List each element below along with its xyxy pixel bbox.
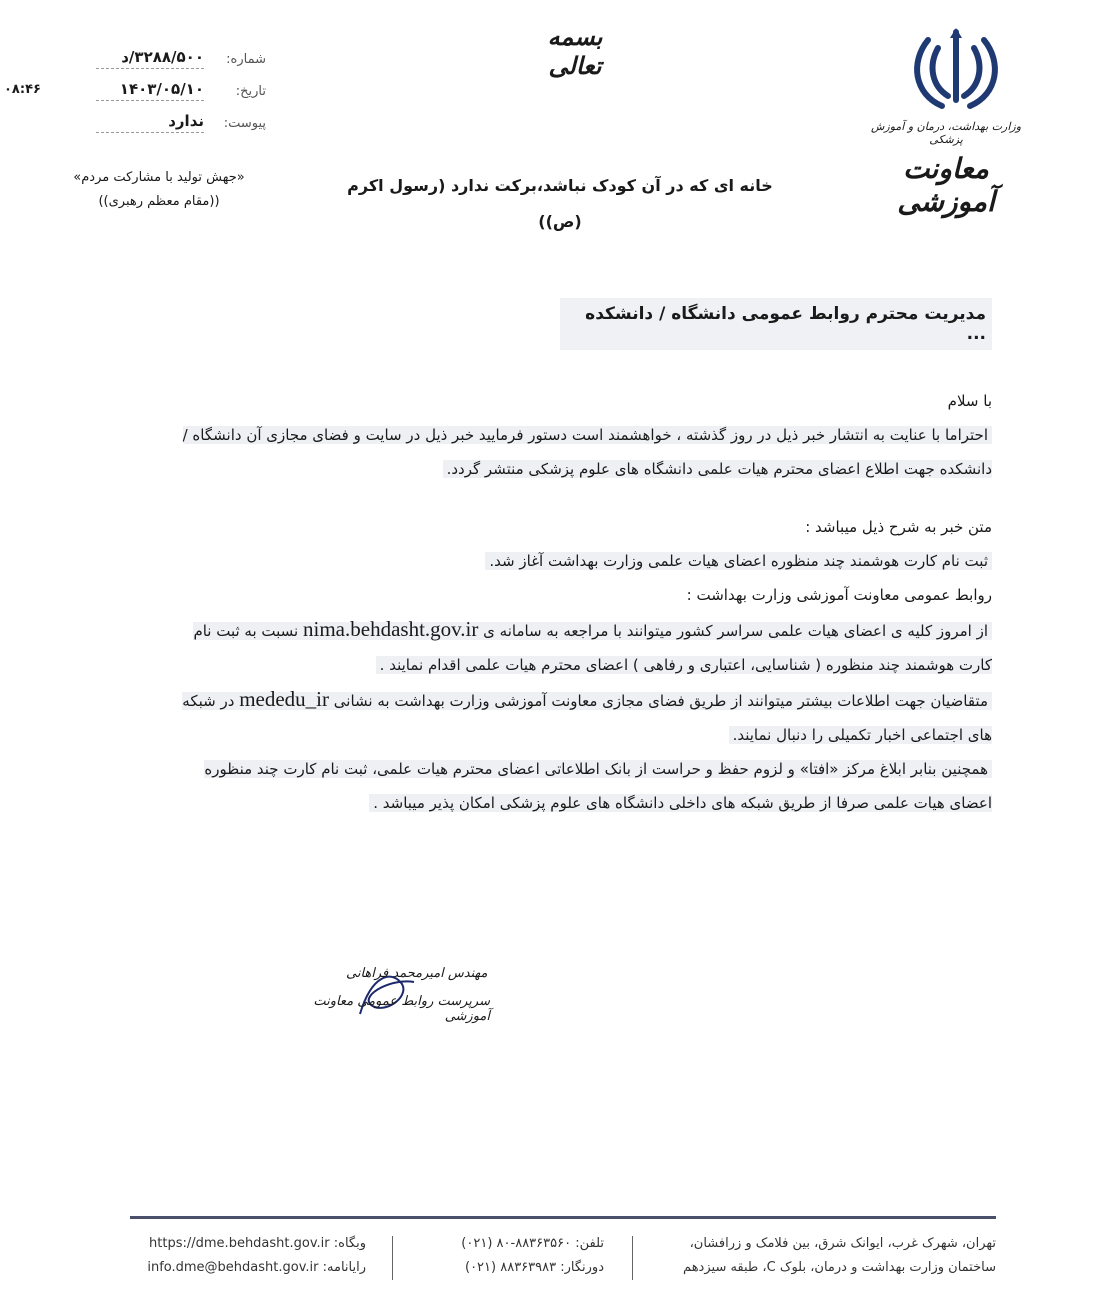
- phone-row: [408, 1232, 604, 1256]
- news-source: روابط عمومی معاونت آموزشی وزارت بهداشت :: [686, 586, 992, 604]
- hadith: خانه ای که در آن کودک نباشد،برکت ندارد (رسول اکرم (ص)): [347, 176, 773, 231]
- slogan-line2: ((مقام معظم رهبری)): [98, 194, 220, 209]
- signature: [300, 964, 490, 1026]
- greeting: با سلام: [947, 392, 992, 410]
- news-intro: متن خبر به شرح ذیل میباشد :: [805, 518, 992, 536]
- signer-role: سرپرست روابط عمومی معاونت آموزشی: [313, 994, 490, 1024]
- intro-paragraph: احتراما با عنایت به انتشار خبر ذیل در روز گذشته ، خواهشمند است دستور فرمایید خبر ذیل در سایت و فضای مجازی آن دانشگاه / دانشکده جهت اطلاع اعضای محترم هیات علمی دانشگاه های علوم پزشکی منتشر گردد.: [182, 426, 992, 478]
- signer-name: مهندس امیرمحمد فراهانی: [346, 966, 488, 981]
- letter-attachment-value: ندارد: [96, 112, 204, 133]
- email-row: [130, 1256, 366, 1280]
- ministry-line: وزارت بهداشت، درمان و آموزش پزشکی: [870, 120, 1022, 146]
- letter-date: [96, 80, 266, 106]
- email-label: رایانامه:: [322, 1260, 366, 1275]
- email-link[interactable]: info.dme@behdasht.gov.ir: [147, 1260, 319, 1275]
- footer-address: [640, 1232, 996, 1280]
- website-link[interactable]: https://dme.behdasht.gov.ir: [149, 1236, 330, 1251]
- letter-number: [96, 48, 266, 74]
- website-label: وبگاه:: [333, 1236, 366, 1251]
- news-paragraph-2: متقاضیان جهت اطلاعات بیشتر میتوانند از طریق فضای مجازی معاونت آموزشی وزارت بهداشت به نشانی mededu_ir در شبکه های اجتماعی اخبار تکمیلی را دنبال نمایند.: [182, 687, 992, 744]
- slogan-line1: «جهش تولید با مشارکت مردم»: [73, 170, 245, 185]
- recipient: مدیریت محترم روابط عمومی دانشگاه / دانشکده ...: [560, 298, 992, 350]
- news-headline: ثبت نام کارت هوشمند چند منظوره اعضای هیات علمی وزارت بهداشت آغاز شد.: [160, 544, 992, 578]
- bismillah-heading: بسمه تعالی: [547, 22, 603, 80]
- letter-number-label: شماره:: [226, 52, 266, 67]
- deputy-title: معاونت آموزشی: [897, 152, 995, 218]
- time-stamp: ۰۸:۴۶: [4, 82, 41, 97]
- footer-divider: [130, 1216, 996, 1219]
- letter-date-label: تاریخ:: [235, 84, 266, 99]
- letter-attachment: [96, 112, 266, 138]
- footer-phones: [408, 1232, 604, 1280]
- letter-body-news: [160, 510, 992, 820]
- letter-body-intro: [160, 384, 992, 486]
- fax-value: ۸۸۳۶۳۹۸۳ (۰۲۱): [464, 1260, 557, 1275]
- iran-emblem-icon: [908, 22, 1004, 114]
- nima-link[interactable]: nima.behdasht.gov.ir: [303, 617, 479, 641]
- phone-label: تلفن:: [575, 1236, 604, 1251]
- phone-value: ۸۸۳۶۳۵۶۰-۸۰ (۰۲۱): [461, 1236, 572, 1251]
- letter-attachment-label: پیوست:: [223, 116, 266, 131]
- letter-number-value: ۳۲۸۸/۵۰۰/د: [96, 48, 204, 69]
- website-row: [130, 1232, 366, 1256]
- footer-web: [130, 1232, 366, 1280]
- address-line-2: ساختمان وزارت بهداشت و درمان، بلوک C، طبقه سیزدهم: [683, 1260, 996, 1275]
- letter-date-value: ۱۴۰۳/۰۵/۱۰: [96, 80, 204, 101]
- footer-separator: [632, 1236, 633, 1280]
- fax-label: دورنگار:: [560, 1260, 604, 1275]
- address-line-1: تهران، شهرک غرب، ایوانک شرق، بین فلامک و زرافشان،: [689, 1236, 996, 1251]
- mededu-handle: mededu_ir: [239, 687, 330, 711]
- news-paragraph-3: همچنین بنابر ابلاغ مرکز «افتا» و لزوم حفظ و حراست از بانک اطلاعاتی اعضای محترم هیات علمی، ثبت نام کارت چند منظوره اعضای هیات علمی صرفا از طریق شبکه های داخلی دانشگاه های علوم پزشکی امکان پذیر میباشد .: [204, 760, 992, 812]
- slogan: [66, 166, 252, 214]
- fax-row: [408, 1256, 604, 1280]
- footer-separator: [392, 1236, 393, 1280]
- news-paragraph-1: از امروز کلیه ی اعضای هیات علمی سراسر کشور میتوانند با مراجعه به سامانه ی nima.behdasht.gov.ir نسبت به ثبت نام کارت هوشمند چند منظوره ( شناسایی، اعتباری و رفاهی ) اعضای محترم هیات علمی اقدام نمایند .: [193, 617, 992, 674]
